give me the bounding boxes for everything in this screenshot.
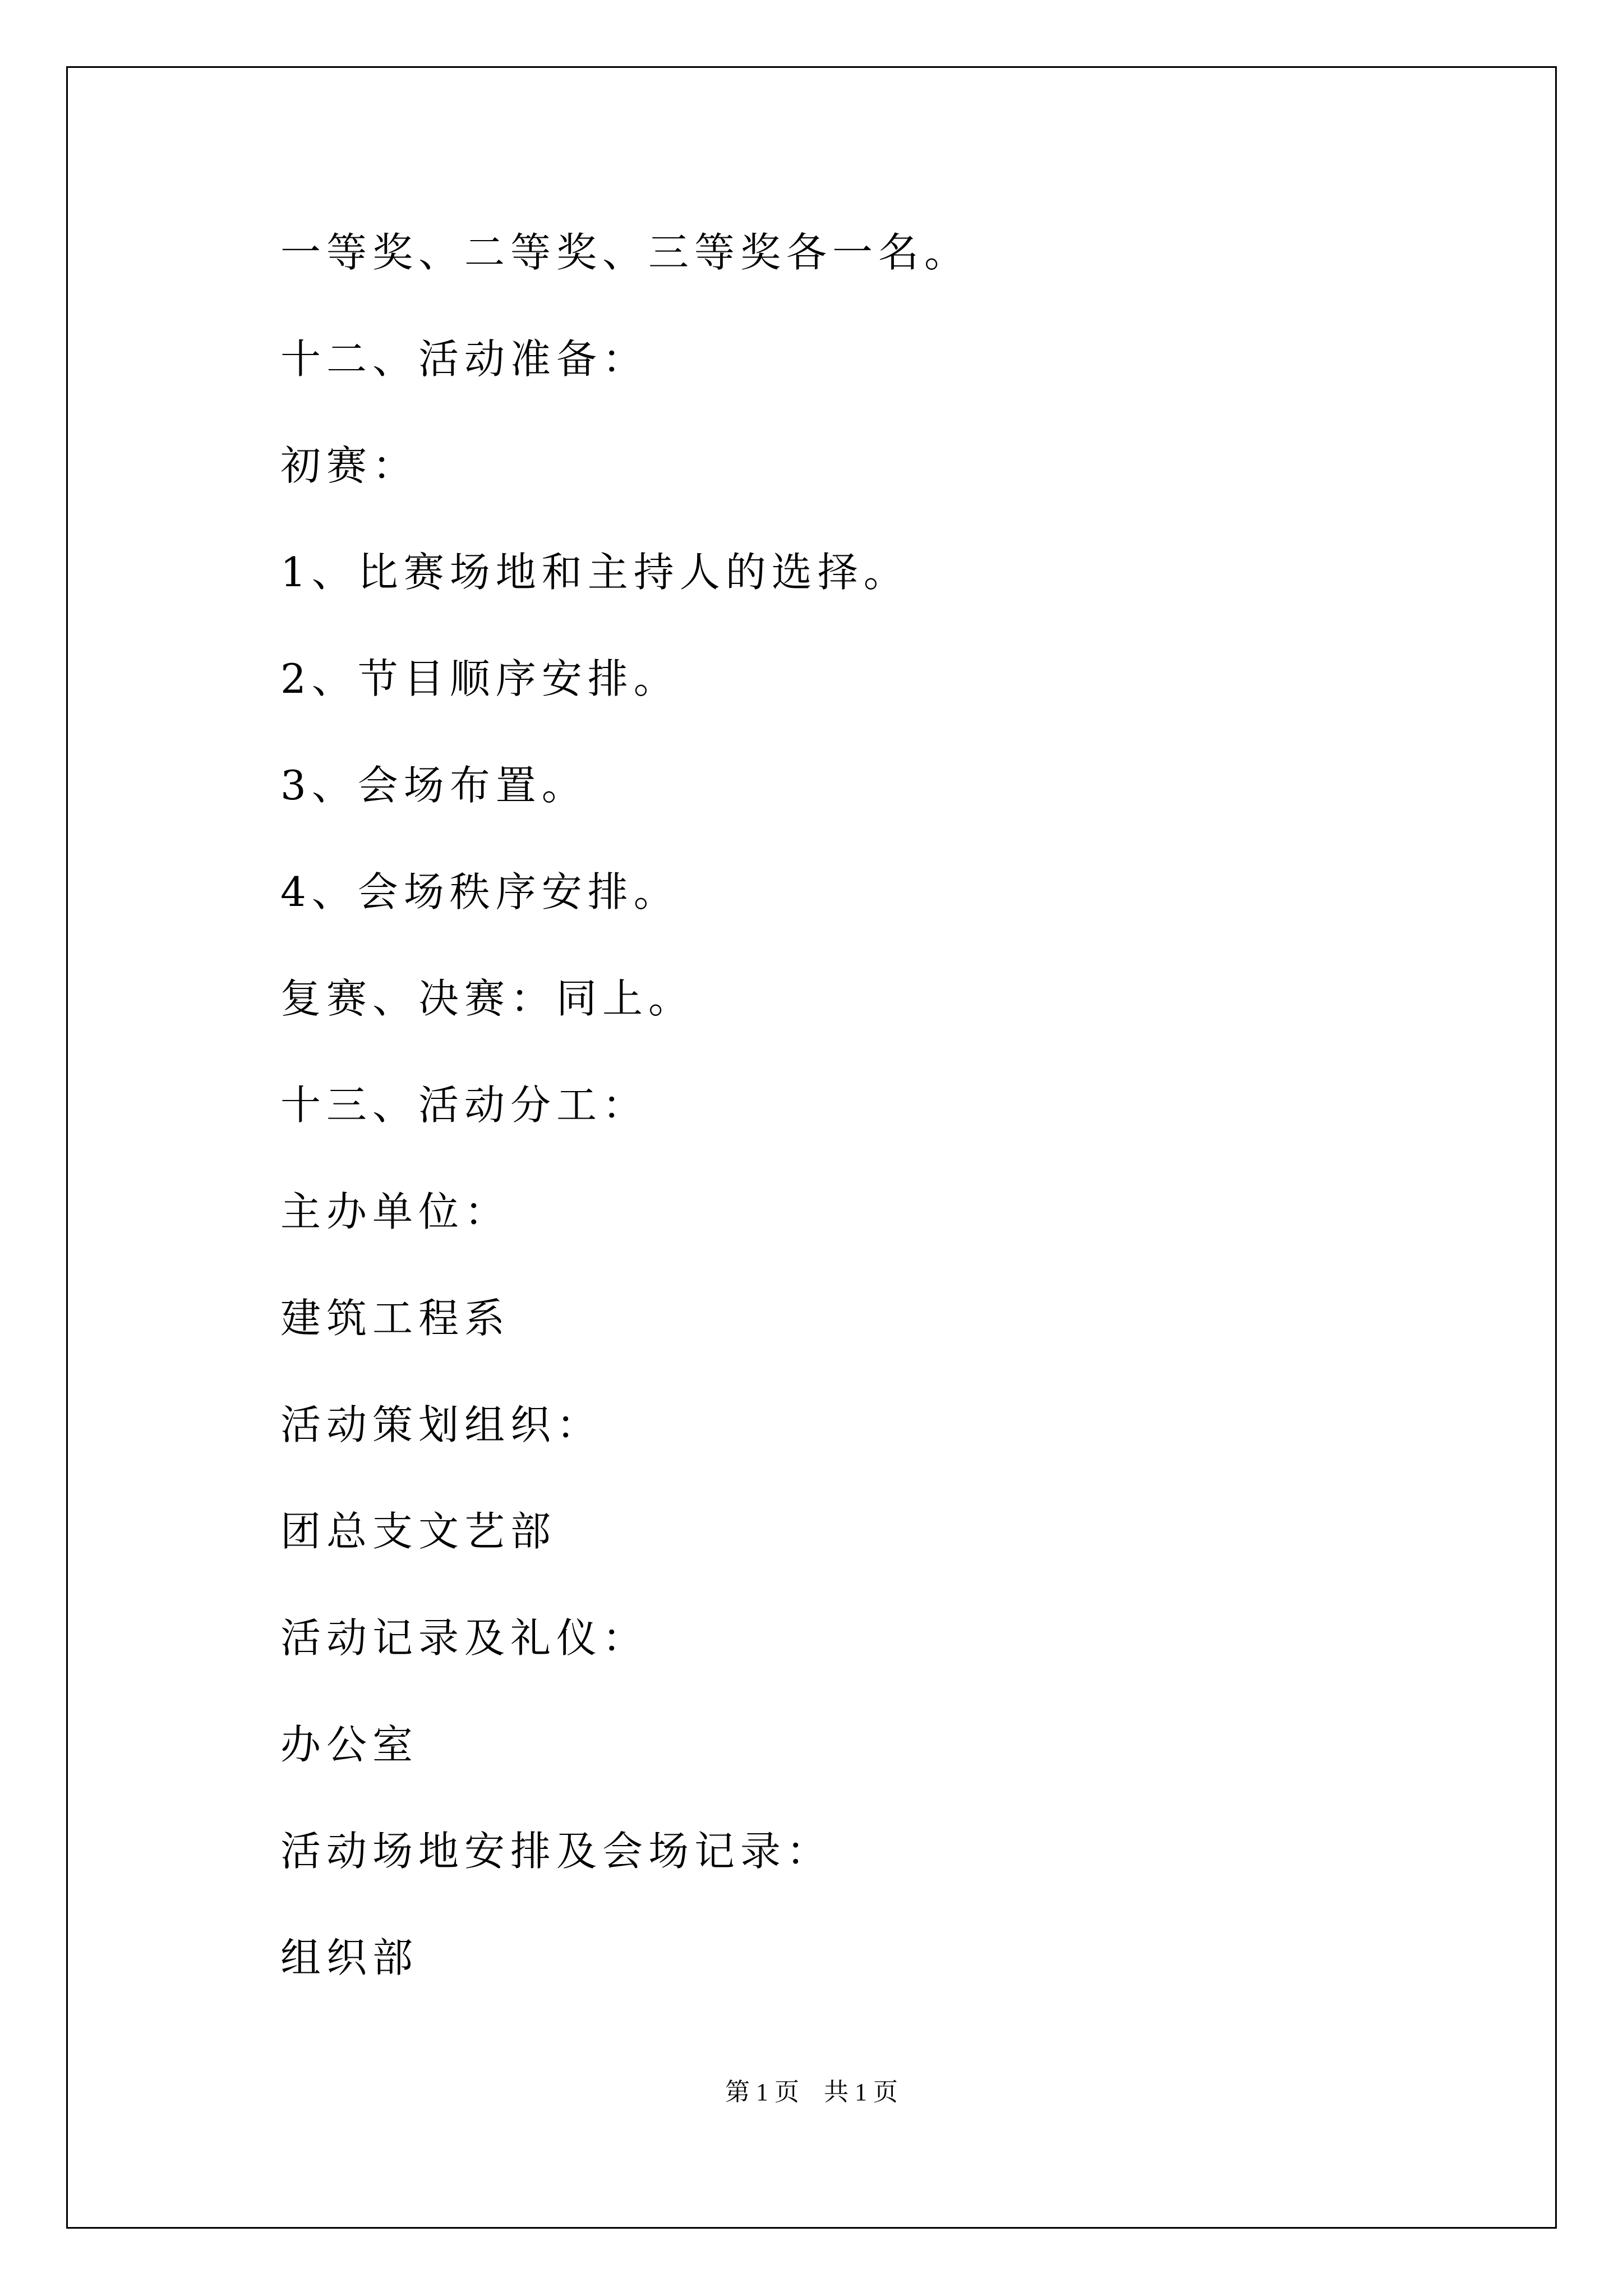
text-line: 活动场地安排及会场记录： [280,1828,833,1875]
text-line: 活动策划组织： [280,1401,603,1448]
list-item: 3、会场布置。 [280,762,588,809]
text-line: 主办单位： [280,1188,511,1235]
section-heading: 十三、活动分工： [280,1082,649,1129]
list-item: 1、比赛场地和主持人的选择。 [280,549,910,596]
text-line: 复赛、决赛：同上。 [280,975,695,1022]
list-item: 4、会场秩序安排。 [280,868,680,915]
page-number-footer: 第 1 页 共 1 页 [725,2078,898,2106]
text-line: 初赛： [280,442,419,489]
page-border [66,66,1557,2229]
text-line: 一等奖、二等奖、三等奖各一名。 [280,229,971,276]
text-line: 建筑工程系 [280,1295,511,1342]
text-line: 活动记录及礼仪： [280,1614,649,1662]
list-item: 2、节目顺序安排。 [280,655,680,702]
section-heading: 十二、活动准备： [280,335,649,383]
text-line: 组织部 [280,1934,419,1981]
text-line: 办公室 [280,1721,419,1768]
text-line: 团总支文艺部 [280,1508,557,1555]
